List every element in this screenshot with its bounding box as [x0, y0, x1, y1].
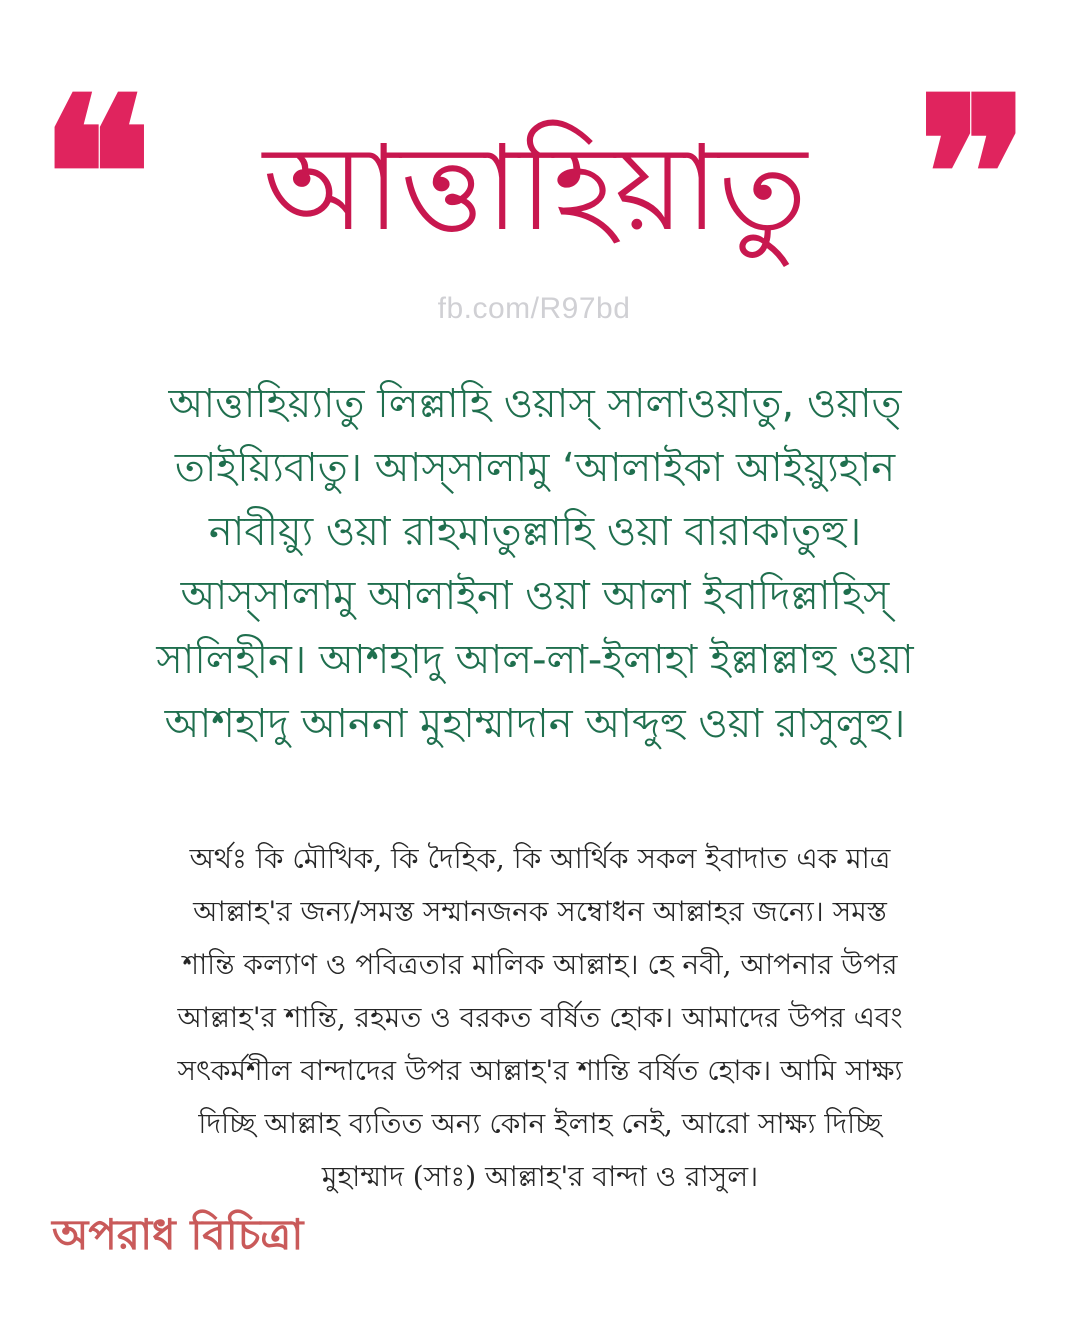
transliteration-line: আত্তাহিয়্যাতু লিল্লাহি ওয়াস্ সালাওয়াতু, ওয়াত্ [168, 381, 902, 427]
meaning-block [60, 832, 1020, 1203]
transliteration-line: নাবীয়্যু ওয়া রাহমাতুল্লাহি ওয়া বারাকাতুহু। [208, 509, 862, 555]
brand-logo-text: অপরাধ বিচিত্রা [52, 1210, 304, 1259]
meaning-line: আল্লাহ'র জন্য/সমস্ত সম্মানজনক সম্বোধন আল্লাহর জন্যে। সমস্ত [193, 895, 887, 928]
transliteration-line: আস্সালামু আলাইনা ওয়া আলা ইবাদিল্লাহিস্ [180, 573, 890, 619]
title-header [40, 51, 1030, 310]
source-watermark: fb.com/R97bd [437, 292, 631, 325]
transliteration-line: আশহাদু আননা মুহাম্মাদান আব্দুহু ওয়া রাসুলুহু। [164, 701, 906, 747]
transliteration-line: সালিহীন। আশহাদু আল-লা-ইলাহা ইল্লাল্লাহু ওয়া [156, 637, 914, 683]
close-quote-icon: ❞ [917, 51, 1030, 298]
meaning-line: শান্তি কল্যাণ ও পবিত্রতার মালিক আল্লাহ। হে নবী, আপনার উপর [182, 948, 898, 981]
meaning-line: অর্থঃ কি মৌখিক, কি দৈহিক, কি আর্থিক সকল ইবাদাত এক মাত্র [189, 842, 891, 875]
open-quote-icon: ❝ [40, 51, 153, 298]
page-title: আত্তাহিয়াতু [262, 119, 808, 257]
meaning-line: আল্লাহ'র শান্তি, রহমত ও বরকত বর্ষিত হোক। আমাদের উপর এবং [177, 1001, 903, 1034]
transliteration-block [70, 372, 1000, 756]
meaning-line: দিচ্ছি আল্লাহ ব্যতিত অন্য কোন ইলাহ নেই, আরো সাক্ষ্য দিচ্ছি [198, 1107, 882, 1140]
transliteration-line: তাইয়্যিবাতু। আস্সালামু ‘আলাইকা আইয়্যুহান [174, 445, 896, 491]
meaning-line: মুহাম্মাদ (সাঃ) আল্লাহ'র বান্দা ও রাসুল। [321, 1160, 759, 1193]
meaning-line: সৎকর্মশীল বান্দাদের উপর আল্লাহ'র শান্তি বর্ষিত হোক। আমি সাক্ষ্য [177, 1054, 903, 1087]
